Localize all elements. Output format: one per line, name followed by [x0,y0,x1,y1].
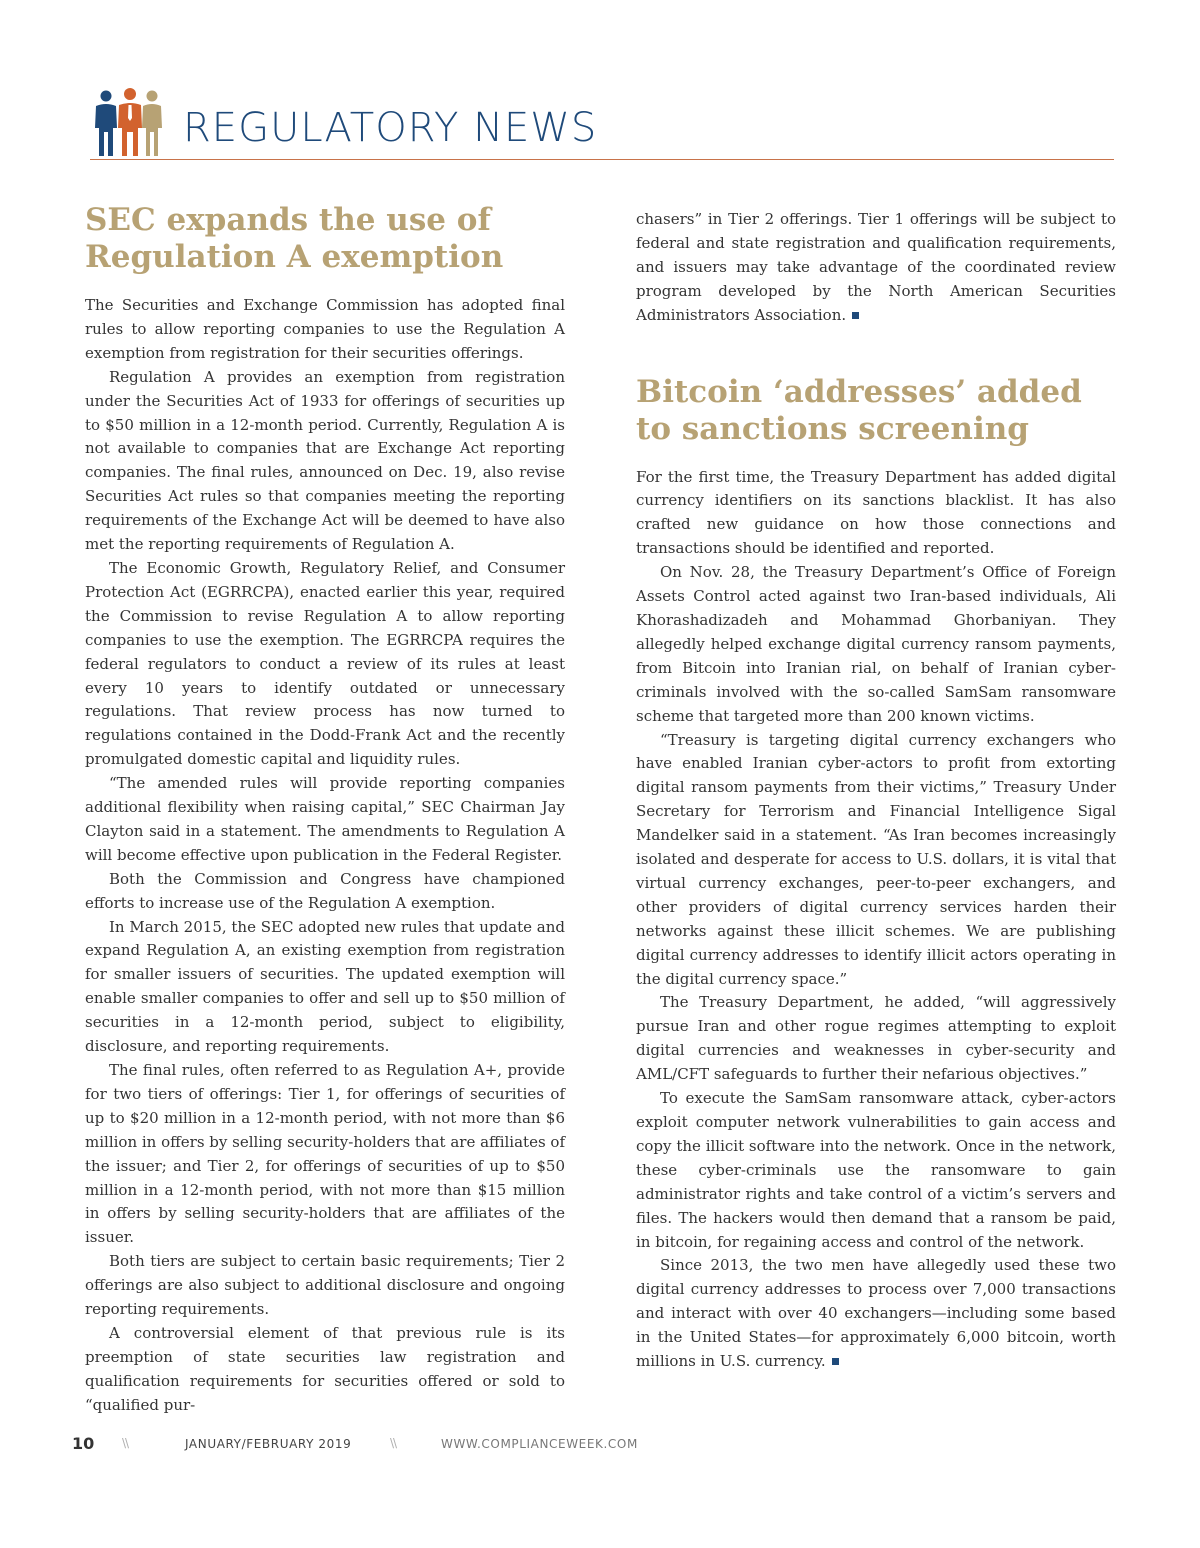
article-continuation-text: chasers” in Tier 2 offerings. Tier 1 offerings will be subject to federal and state registration and qualification requirements, and issuers may take advantage of the coordinated review program developed by the North American Securities Administrators Association. [636,210,1116,324]
article-paragraph: The Treasury Department, he added, “will aggressively pursue Iran and other rogue regimes attempting to exploit digital currencies and weaknesses in cyber-security and AML/CFT safeguards to further their nefarious objectives.” [636,993,1116,1084]
article-paragraph: Both the Commission and Congress have championed efforts to increase use of the Regulation A exemption. [85,869,565,912]
article-column-right [636,208,1116,1374]
article-paragraph [636,1254,1116,1374]
article-paragraph: A controversial element of that previous rule is its preemption of state securities law registration and qualification requirements for securities offered or sold to “qualified pur- [85,1323,565,1414]
article-column-left [85,202,565,1418]
article-paragraph: In March 2015, the SEC adopted new rules that update and expand Regulation A, an existing exemption from registration for smaller issuers of securities. The updated exemption will enable smaller companies to offer and sell up to $50 million of securities in a 12-month period, subject to eligibility, disclosure, and reporting requirements. [85,917,565,1056]
article-paragraph: On Nov. 28, the Treasury Department’s Office of Foreign Assets Control acted against two Iran-based individuals, Ali Khorashadizadeh and Mohammad Ghorbaniyan. They allegedly helped exchange digital currency ransom payments, from Bitcoin into Iranian rial, on behalf of Iranian cyber-criminals involved with the so-called SamSam ransomware scheme that targeted more than 200 known victims. [636,563,1116,725]
issue-date: JANUARY/FEBRUARY 2019 [185,1437,352,1451]
people-group-icon [92,88,162,158]
article-headline: SEC expands the use of Regulation A exemption [85,202,504,275]
article-paragraph: The Securities and Exchange Commission has adopted final rules to allow reporting companies to use the Regulation A exemption from registration for their securities offerings. [85,296,565,362]
website-link[interactable]: WWW.COMPLIANCEWEEK.COM [441,1437,638,1451]
header-rule [90,159,1114,160]
page-number: 10 [72,1434,95,1453]
article-paragraph: To execute the SamSam ransomware attack, cyber-actors exploit computer network vulnerabilities to gain access and copy the illicit software into the network. Once in the network, these cyber-criminals use the ransomware to gain administrator rights and take control of a victim’s servers and files. The hackers would then demand that a ransom be paid, in bitcoin, for regaining access and control of the network. [636,1089,1116,1251]
article-headline: Bitcoin ‘addresses’ added to sanctions screening [636,373,1082,447]
page-header [90,84,1114,162]
article-paragraph: Both tiers are subject to certain basic requirements; Tier 2 offerings are also subject to additional disclosure and ongoing reporting requirements. [85,1252,565,1319]
article-paragraph: “The amended rules will provide reporting companies additional flexibility when raising capital,” SEC Chairman Jay Clayton said in a statement. The amendments to Regulation A will become effective upon publication in the Federal Register. [85,774,565,864]
end-of-article-mark [832,1358,839,1365]
article-paragraph: “Treasury is targeting digital currency exchangers who have enabled Iranian cyber-actors to profit from extorting digital ransom payments from their victims,” Treasury Under Secretary for Terrorism and Financial Intelligence Sigal Mandelker said in a statement. “As Iran becomes increasingly isolated and desperate for access to U.S. dollars, it is vital that virtual currency exchanges, peer-to-peer exchangers, and other providers of digital currency services harden their networks against these illicit schemes. We are publishing digital currency addresses to identify illicit actors operating in the digital currency space.” [636,730,1116,988]
end-of-article-mark [852,312,859,319]
footer-separator: \\ [390,1436,397,1450]
footer-separator: \\ [122,1436,129,1450]
article-continuation [636,208,1116,328]
article-paragraph: For the first time, the Treasury Department has added digital currency identifiers on its sanctions blacklist. It has also crafted new guidance on how those connections and transactions should be identified and reported. [636,467,1116,558]
article-paragraph: Regulation A provides an exemption from registration under the Securities Act of 1933 for offerings of securities up to $50 million in a 12-month period. Currently, Regulation A is not available to companies that are Exchange Act reporting companies. The final rules, announced on Dec. 19, also revise Securities Act rules so that companies meeting the reporting requirements of the Exchange Act will be deemed to have also met the reporting requirements of Regulation A. [85,367,565,554]
article-paragraph: The final rules, often referred to as Regulation A+, provide for two tiers of offerings: Tier 1, for offerings of securities of up to $20 million in a 12-month period, with not more than $6 million in offers by selling security-holders that are affiliates of the issuer; and Tier 2, for offerings of securities of up to $50 million in a 12-month period, with not more than $15 million in offers by selling security-holders that are affiliates of the issuer. [85,1061,565,1247]
article-paragraph: The Economic Growth, Regulatory Relief, and Consumer Protection Act (EGRRCPA), enacted earlier this year, required the Commission to revise Regulation A to allow reporting companies to use the exemption. The EGRRCPA requires the federal regulators to conduct a review of its rules at least every 10 years to identify outdated or unnecessary regulations. That review process has now turned to regulations contained in the Dodd-Frank Act and the recently promulgated domestic capital and liquidity rules. [85,558,565,769]
section-title: REGULATORY NEWS [183,105,598,151]
article-paragraph-text: Since 2013, the two men have allegedly used these two digital currency addresses to process over 7,000 transactions and interact with over 40 exchangers—including some based in the United States—for approximately 6,000 bitcoin, worth millions in U.S. currency. [636,1256,1116,1371]
